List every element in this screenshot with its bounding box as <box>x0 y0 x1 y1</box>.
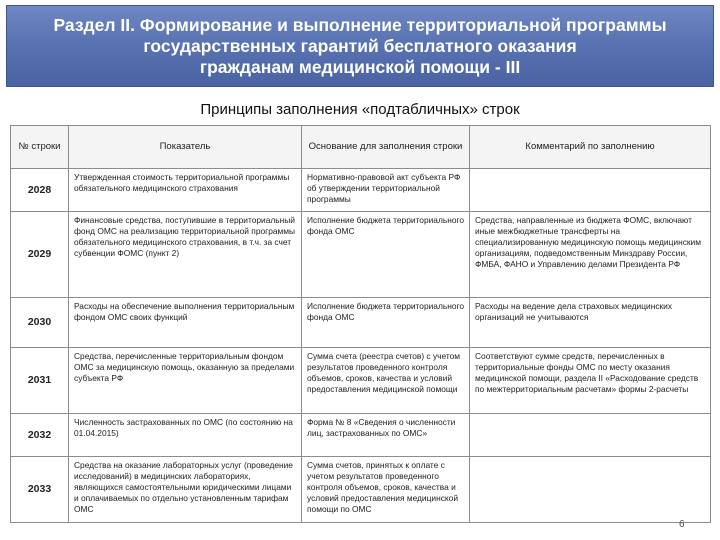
row-indicator: Финансовые средства, поступившие в территориальный фонд ОМС на реализацию территориальной программы обязательного медицинского страхования, в т.ч. за счет субвенции ФОМС (пункт 2) <box>69 212 302 298</box>
row-number: 2028 <box>11 169 69 212</box>
row-basis: Сумма счетов, принятых к оплате с учетом результатов проведенного контроля объемов, сроков, качества и условий предоставления медицинской помощи по ОМС <box>302 457 470 523</box>
row-indicator: Утвержденная стоимость территориальной программы обязательного медицинского страхования <box>69 169 302 212</box>
table-row <box>11 457 711 523</box>
row-comment: Соответствуют сумме средств, перечисленных в территориальные фонды ОМС по месту оказания медицинской помощи, раздела II «Расходование средств по межтерриториальным расчетам» формы 2-расчеты <box>470 348 711 414</box>
header-indicator: Показатель <box>69 126 302 169</box>
row-basis: Исполнение бюджета территориального фонда ОМС <box>302 212 470 298</box>
section-subtitle: Принципы заполнения «подтабличных» строк <box>200 101 520 118</box>
row-number: 2031 <box>11 348 69 414</box>
row-comment <box>470 457 711 523</box>
header-row-number: № строки <box>11 126 69 169</box>
row-basis: Исполнение бюджета территориального фонда ОМС <box>302 298 470 348</box>
header-comment: Комментарий по заполнению <box>470 126 711 169</box>
row-number: 2029 <box>11 212 69 298</box>
header-basis: Основание для заполнения строки <box>302 126 470 169</box>
row-indicator: Средства на оказание лабораторных услуг (проведение исследований) в медицинских лабораториях, являющихся самостоятельными юридическими лицами и оплачиваемых по отдельно установленным тарифам ОМС <box>69 457 302 523</box>
row-indicator: Численность застрахованных по ОМС (по состоянию на 01.04.2015) <box>69 414 302 457</box>
row-comment: Расходы на ведение дела страховых медицинских организаций не учитываются <box>470 298 711 348</box>
title-banner <box>6 5 714 87</box>
row-indicator: Средства, перечисленные территориальным фондом ОМС за медицинскую помощь, оказанную за пределами субъекта РФ <box>69 348 302 414</box>
row-comment: Средства, направленные из бюджета ФОМС, включают иные межбюджетные трансферты на специализированную медицинскую помощь медицинским организациям, подведомственным Минздраву России, ФМБА, ФАНО и Управлению делами Президента РФ <box>470 212 711 298</box>
row-indicator: Расходы на обеспечение выполнения территориальным фондом ОМС своих функций <box>69 298 302 348</box>
title-line-3: гражданам медицинской помощи - III <box>199 56 521 77</box>
row-comment <box>470 169 711 212</box>
table-header-row <box>11 126 711 169</box>
table-row <box>11 212 711 298</box>
row-basis: Сумма счета (реестра счетов) с учетом результатов проведенного контроля объемов, сроков, качества и условий предоставления медицинской помощи <box>302 348 470 414</box>
rules-table <box>10 125 711 523</box>
table-row <box>11 414 711 457</box>
table-row <box>11 348 711 414</box>
table-row <box>11 298 711 348</box>
title-line-2: государственных гарантий бесплатного оказания <box>143 35 577 56</box>
row-number: 2030 <box>11 298 69 348</box>
row-number: 2033 <box>11 457 69 523</box>
page-number: 6 <box>679 519 685 530</box>
row-comment <box>470 414 711 457</box>
row-basis: Нормативно-правовой акт субъекта РФ об утверждении территориальной программы <box>302 169 470 212</box>
table-row <box>11 169 711 212</box>
row-basis: Форма № 8 «Сведения о численности лиц, застрахованных по ОМС» <box>302 414 470 457</box>
row-number: 2032 <box>11 414 69 457</box>
title-line-1: Раздел II. Формирование и выполнение территориальной программы <box>53 14 667 35</box>
